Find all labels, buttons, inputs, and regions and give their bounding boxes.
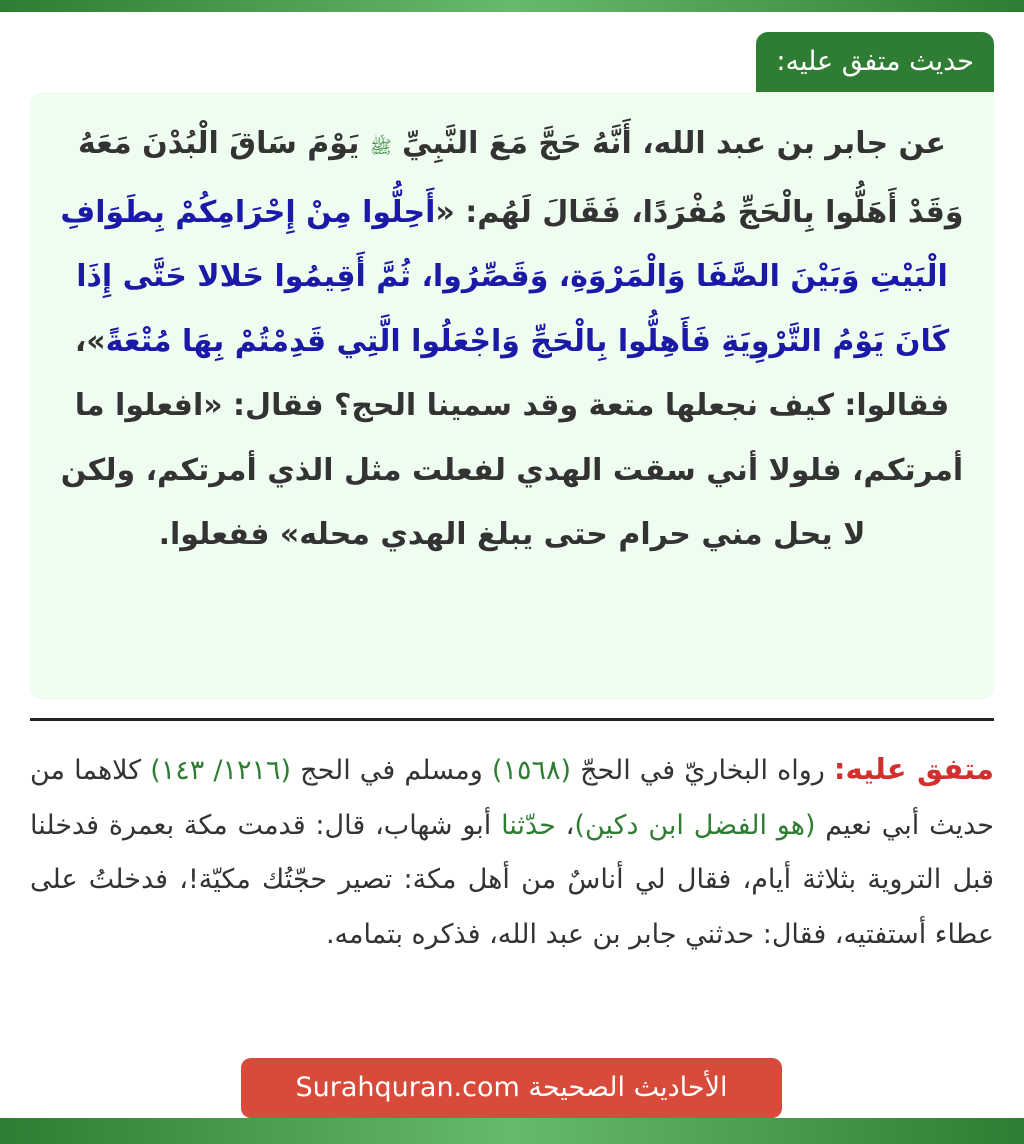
source-part-4: ،	[555, 809, 575, 841]
bottom-green-bar	[0, 1118, 1024, 1144]
source-part-3: كلاهما من حديث أبي نعيم	[30, 755, 995, 841]
source-label: متفق عليه:	[833, 752, 994, 786]
source-part-1: رواه البخاريّ في الحجّ	[571, 755, 834, 786]
hadith-text	[54, 112, 970, 568]
honorific-glyph: ﷺ	[369, 137, 392, 158]
hadith-type-tag: حديث متفق عليه:	[756, 32, 994, 92]
prophet-quote: أَحِلُّوا مِنْ إِحْرَامِكُمْ بِطَوَافِ الْبَيْتِ وَبَيْنَ الصَّفَا وَالْمَرْوَةِ، وَقَصِّرُوا، ثُمَّ أَقِيمُوا حَلالا حَتَّى إِذَا كَانَ يَوْمُ التَّرْوِيَةِ فَأَهِلُّوا بِالْحَجِّ وَاجْعَلُوا الَّتِي قَدِمْتُمْ بِهَا مُتْعَةً	[60, 194, 950, 359]
site-badge[interactable]: الأحاديث الصحيحة Surahquran.com	[241, 1058, 782, 1118]
source-text	[30, 742, 994, 962]
source-part-2: ومسلم في الحج	[291, 755, 492, 786]
top-green-bar	[0, 0, 1024, 12]
source-part-5: أبو شهاب، قال: قدمت مكة بعمرة فدخلنا قبل التروية بثلاثة أيام، فقال لي أناسٌ من أهل مكة: تصير حجّتُك مكيّة!، فدخلتُ على عطاء أستفتيه، فقال: حدثني جابر بن عبد الله، فذكره بتمامه.	[30, 809, 994, 950]
muslim-number: (١٢١٦/ ١٤٣)	[150, 755, 292, 786]
bukhari-number: (١٥٦٨)	[491, 755, 572, 786]
hadith-intro: عن جابر بن عبد الله، أَنَّهُ حَجَّ مَعَ النَّبِيِّ	[391, 126, 947, 161]
narrator-note: (هو الفضل ابن دكين)	[574, 809, 816, 841]
hadith-intro-continued: يَوْمَ سَاقَ الْبُدْنَ مَعَهُ وَقَدْ أَهَلُّوا بِالْحَجِّ مُفْرَدًا، فَقَالَ لَهُم: «	[77, 126, 964, 230]
haddathana-word: حدّثنا	[501, 809, 556, 841]
section-divider	[30, 718, 994, 721]
hadith-outro: »، فقالوا: كيف نجعلها متعة وقد سمينا الحج؟ فقال: «افعلوا ما أمرتكم، فلولا أني سقت الهدي لفعلت مثل الذي أمرتكم، ولكن لا يحل مني حرام حتى يبلغ الهدي محله» ففعلوا.	[60, 323, 964, 552]
hadith-box	[30, 92, 994, 700]
